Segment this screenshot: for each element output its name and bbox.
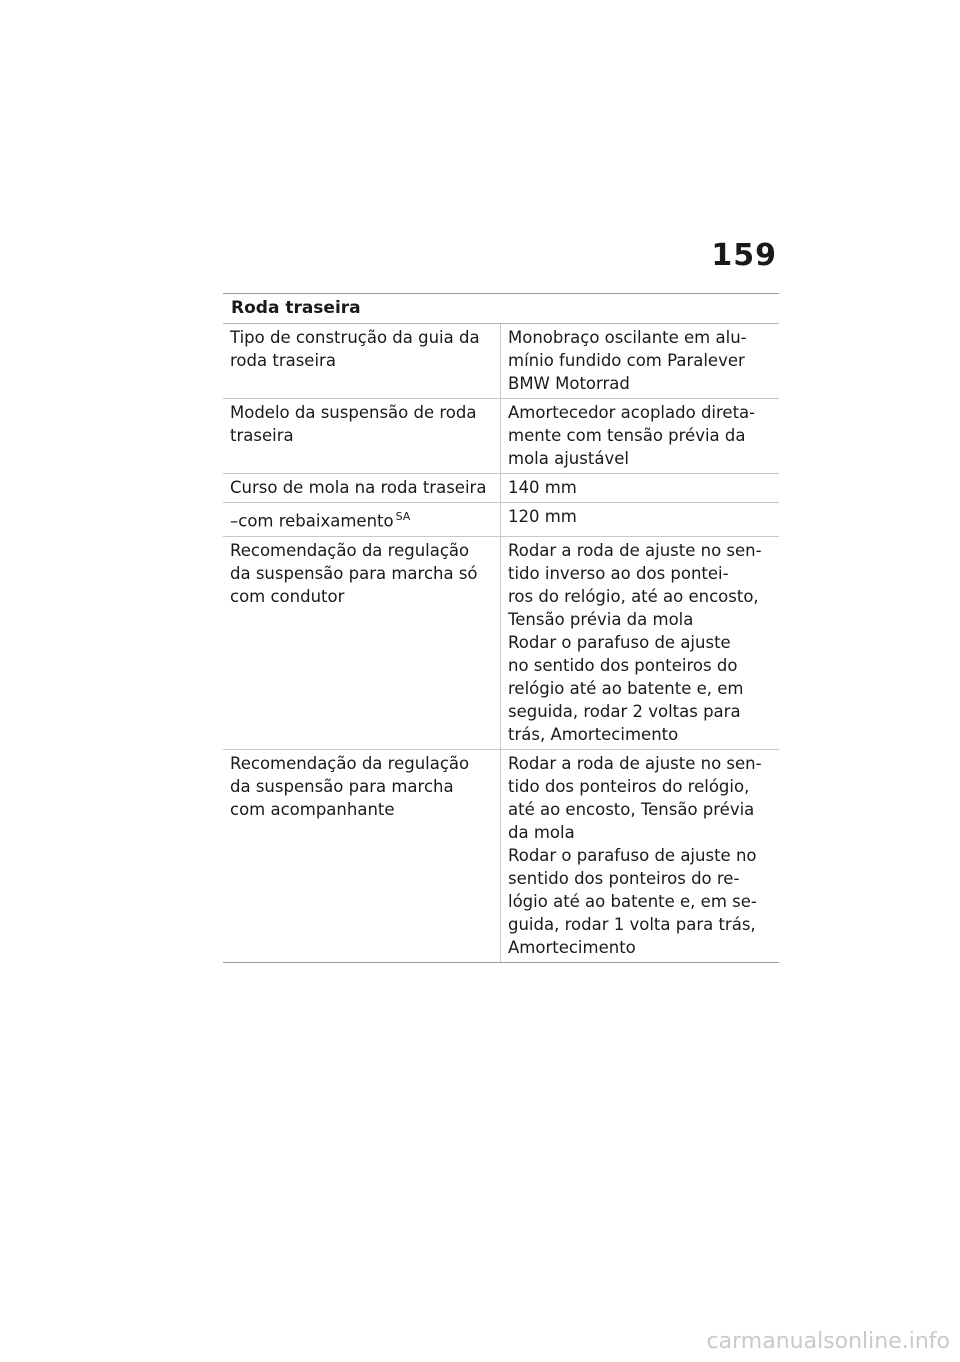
row-value xyxy=(501,750,779,962)
page-number: 159 xyxy=(711,238,777,273)
label-line: traseira xyxy=(230,426,294,445)
table-row xyxy=(223,474,779,503)
rear-wheel-spec-table xyxy=(223,293,779,963)
row-label xyxy=(223,537,501,749)
value-line: Monobraço oscilante em alu- xyxy=(508,328,747,347)
option-marker: SA xyxy=(395,510,411,523)
value-line: mola ajustável xyxy=(508,449,629,468)
table-rows xyxy=(223,324,779,962)
label-line: –com rebaixamento xyxy=(230,511,394,531)
row-value xyxy=(501,503,779,536)
value-line: Rodar o parafuso de ajuste xyxy=(508,632,731,652)
value-line: Amortecedor acoplado direta- xyxy=(508,403,756,422)
label-line: Recomendação da regulação xyxy=(230,540,470,560)
table-row xyxy=(223,537,779,750)
table-row xyxy=(223,503,779,537)
section-title: Roda traseira xyxy=(223,294,779,324)
label-line: da suspensão para marcha só xyxy=(230,563,478,583)
watermark: carmanualsonline.info xyxy=(706,1329,950,1354)
value-line: 120 mm xyxy=(508,507,577,526)
label-line: da suspensão para marcha xyxy=(230,776,454,796)
value-line: Rodar o parafuso de ajuste no xyxy=(508,845,757,865)
value-line: no sentido dos ponteiros do xyxy=(508,655,738,675)
value-line: sentido dos ponteiros do re- xyxy=(508,868,740,888)
value-line: tido inverso ao dos pontei- xyxy=(508,563,729,583)
row-value xyxy=(501,537,779,749)
value-line: relógio até ao batente e, em xyxy=(508,678,744,698)
row-value xyxy=(501,399,779,473)
label-line: Tipo de construção da guia da xyxy=(230,328,480,347)
value-line: seguida, rodar 2 voltas para xyxy=(508,701,741,721)
value-line: trás, Amortecimento xyxy=(508,724,679,744)
row-label xyxy=(223,503,501,536)
label-line: Recomendação da regulação xyxy=(230,753,470,773)
label-line: com condutor xyxy=(230,586,345,606)
label-line: roda traseira xyxy=(230,351,336,370)
value-line: BMW Motorrad xyxy=(508,374,630,393)
row-label xyxy=(223,324,501,398)
value-line: guida, rodar 1 volta para trás, xyxy=(508,914,756,934)
value-line: da mola xyxy=(508,822,575,842)
value-line: Rodar a roda de ajuste no sen- xyxy=(508,753,762,773)
label-line: Curso de mola na roda traseira xyxy=(230,478,487,497)
label-line: com acompanhante xyxy=(230,799,395,819)
value-line: até ao encosto, Tensão prévia xyxy=(508,799,755,819)
value-line: tido dos ponteiros do relógio, xyxy=(508,776,750,796)
value-line: Rodar a roda de ajuste no sen- xyxy=(508,540,762,560)
table-row xyxy=(223,750,779,962)
value-line: mente com tensão prévia da xyxy=(508,426,746,445)
row-value xyxy=(501,324,779,398)
label-line-with-marker xyxy=(230,505,493,533)
value-line: Tensão prévia da mola xyxy=(508,609,694,629)
value-line: lógio até ao batente e, em se- xyxy=(508,891,757,911)
row-label xyxy=(223,474,501,502)
label-line: Modelo da suspensão de roda xyxy=(230,403,477,422)
value-line: Amortecimento xyxy=(508,937,636,957)
row-label xyxy=(223,750,501,962)
table-row xyxy=(223,324,779,399)
row-label xyxy=(223,399,501,473)
value-line: ros do relógio, até ao encosto, xyxy=(508,586,759,606)
table-row xyxy=(223,399,779,474)
value-line: mínio fundido com Paralever xyxy=(508,351,745,370)
value-line: 140 mm xyxy=(508,478,577,497)
row-value xyxy=(501,474,779,502)
